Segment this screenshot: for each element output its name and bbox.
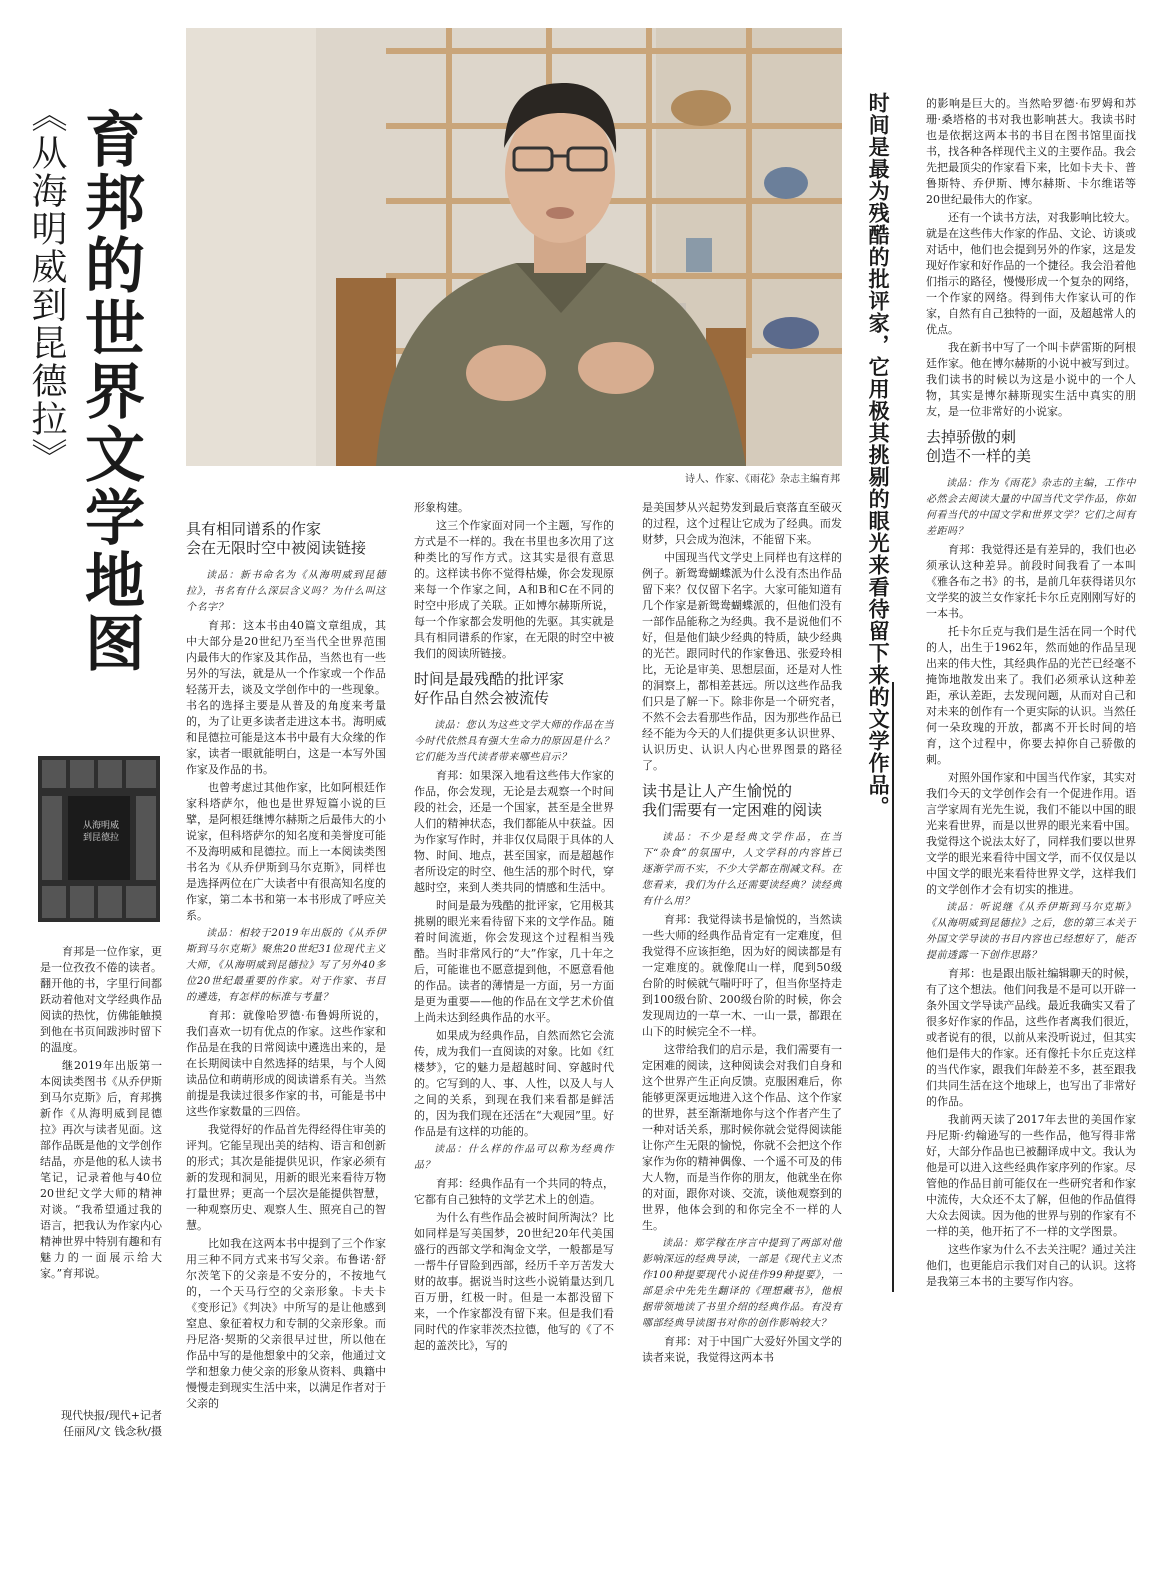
answer: 我觉得好的作品首先得经得住审美的评判。它能呈现出美的结构、语言和创新的形式；其次是能提供见识，作家必须有新的发现和洞见，用新的眼光来看待万物打量世界；更高一个层次是能提供智慧，一种观察历史、观察人生、照亮自己的智慧。	[186, 1123, 386, 1232]
section-heading-4: 去掉骄傲的刺 创造不一样的美	[926, 428, 1032, 465]
answer: 育邦：也是跟出版社编辑聊天的时候，有了这个想法。他们问我是不是可以开辟一条外国文学导读产品线。最近我确实又看了很多好作家的作品，这些作者离我们很近，或者说有的很，以前从来没听说过，但其实他们是伟大的作家。还有像托卡尔丘克这样的当代作家，跟我们年龄差不多，甚至跟我们共同生活在这个地球上，也写出了非常好的作品。	[926, 967, 1136, 1108]
photo-caption: 诗人、作家、《雨花》杂志主编育邦	[685, 474, 840, 485]
section-heading-2: 时间是最残酷的批评家 好作品自然会被流传	[414, 670, 565, 707]
intro-paragraph-2: 继2019年出版第一本阅读类图书《从乔伊斯到马尔克斯》后，育邦携新作《从海明威到昆德拉》再次与读者见面。这部作品既是他的文学创作结晶，亦是他的私人读书笔记，记录着他与40位20世纪文学大师的精神对谈。“我希望通过我的语言，把我认为作家内心精神世界中特别有趣和有魅力的一面展示给大家。”育邦说。	[40, 1059, 162, 1280]
article-column-2	[414, 500, 614, 1356]
byline-line-2: 任丽风/文 钱念秋/摄	[63, 1425, 162, 1438]
answer: 育邦：我觉得读书是愉悦的，当然读一些大师的经典作品肯定有一定难度，但我觉得不应该拒绝，因为好的阅读都是有一定难度的。就像爬山一样，爬到50级台阶的时候就气喘吁吁了，但当你坚持走到100级台阶、200级台阶的时候，你会发现周边的一草一木、一山一景，都跟在山下的时候完全不一样。	[642, 913, 842, 1038]
pull-quote-rule	[892, 682, 894, 1292]
answer: 这带给我们的启示是，我们需要有一定困难的阅读，这种阅读会对我们自身和这个世界产生正向反馈。克服困难后，你能够更深更远地进入这个作品、这个作家的世界，甚至渐渐地你与这个作者产生了一种对话关系，那时候你就会觉得阅读能让你产生无限的愉悦，你就不会把这个作家作为你的精神偶像、一个遥不可及的伟大人物，而是当作你的朋友，他就坐在你的对面，跟你对谈、交流，谈他观察到的世界，他体会到的和你完全不一样的人生。	[642, 1043, 842, 1232]
book-cover	[38, 756, 160, 922]
paragraph: 这三个作家面对同一个主题，写作的方式是不一样的。我在书里也多次用了这种类比的写作方式。这其实是很有意思的。这样读书你不觉得枯燥，你会发现原来每一个作家之间，A和B和C在不同的时空中形成了关联。正如博尔赫斯所说，每一个作家都会发明他的先驱。其实就是具有相同谱系的作家，在无限的时空中被我们的阅读所链接。	[414, 519, 614, 660]
question: 读品：听说继《从乔伊斯到马尔克斯》《从海明威到昆德拉》之后，您的第三本关于外国文学导读的书目内容也已经想好了，能否提前透露一下创作思路？	[926, 902, 1136, 961]
intro-column	[40, 944, 162, 1284]
answer: 育邦：这本书由40篇文章组成，其中大部分是20世纪乃至当代全世界范围内最伟大的作家及其作品，当然也有一些另外的写法，就是从一个作家或一个作品轻荡开去，谈及文学创作中的一些现象。书名的选择主要是从普及的角度来考量的，为了让更多读者走进这本书。海明威和昆德拉可能是这本书中最有大众缘的作家，读者一眼就能明白，这是一本写外国作家及作品的书。	[186, 619, 386, 776]
answer: 如果成为经典作品，自然而然它会流传，成为我们一直阅读的对象。比如《红楼梦》，它的魅力是超越时间、穿越时代的。它写到的人、事、人性，以及人与人之间的关系，到现在我们来看都是鲜活的，因为我们现在还活在“大观园”里。好作品是有这样的功能的。	[414, 1029, 614, 1138]
sub-title: 《从海明威到昆德拉》	[26, 96, 67, 476]
intro-paragraph: 育邦是一位作家，更是一位孜孜不倦的读者。翻开他的书，字里行间都跃动着他对文学经典作品阅读的热忱，仿佛能触摸到他在书页间跋涉时留下的温度。	[40, 945, 162, 1054]
answer: 育邦：我觉得还是有差异的，我们也必须承认这种差异。前段时间我看了一本叫《雅各布之书》的书，是前几年获得诺贝尔文学奖的波兰女作家托卡尔丘克刚刚写好的一本书。	[926, 543, 1136, 620]
byline-line-1: 现代快报/现代+记者	[61, 1409, 162, 1422]
main-title: 育邦的世界文学地图	[75, 108, 145, 675]
paragraph: 中国现当代文学史上同样也有这样的例子。新鸳鸯蝴蝶派为什么没有杰出作品留下来？仅仅留下名字。大家可能知道有几个作家是新鸳鸯蝴蝶派的，但他们没有一部作品能称之为经典。我不是说他们不好，但是他们缺少经典的特质，缺少经典的光芒。跟同时代的作家鲁迅、张爱玲相比，无论是审美、思想层面，还是对人性的洞察上，都相差甚远。所以这些作品我们只是了解一下。除非你是一个研究者，不然不会去看那些作品，因为那些作品已经不能为今天的人们提供更多认识世界、认识历史、认识人内心世界图景的路径了。	[642, 551, 842, 772]
answer: 托卡尔丘克与我们是生活在同一个时代的人，出生于1962年，然而她的作品呈现出来的伟大性，其经典作品的光芒已经毫不掩饰地散发出来了。我们必须承认这种差距，承认差距，去发现问题，从而对自己和对未来的创作有一个更实际的认识。当然任何一朵玫瑰的开放，都离不开长时间的培育，这个过程中，你要去掉你自己骄傲的刺。	[926, 625, 1136, 766]
portrait-illustration	[186, 28, 842, 466]
answer: 比如我在这两本书中提到了三个作家用三种不同方式来书写父亲。布鲁诺·舒尔茨笔下的父亲是不安分的，不按地气的，一个天马行空的父亲形象。卡夫卡《变形记》《判决》中所写的是让他感到窒息、象征着权力和专制的父亲形象。而丹尼洛·契斯的父亲很早过世，所以他在作品中写的是他想象中的父亲，他通过文学和想象力使父亲的形象从资料、典籍中慢慢走到现实生活中来，以满足作者对于父亲的	[186, 1237, 386, 1410]
answer: 为什么有些作品会被时间所淘汰？比如同样是写美国梦，20世纪20年代美国盛行的西部文学和淘金文学，一般都是写一帮牛仔冒险到西部，经历千辛万苦发大财的故事。据说当时这些小说销量达到几百万册，红极一时。但是一本都没留下来，一个作家都没有留下来。但是我们看同时代的作家菲茨杰拉德，他写的《了不起的盖茨比》，写的	[414, 1211, 614, 1352]
question: 读品：相较于2019年出版的《从乔伊斯到马尔克斯》聚焦20世纪31位现代主义大师，《从海明威到昆德拉》写了另外40多位20世纪最重要的作家。对于作家、书目的遴选，有怎样的标准与考量？	[186, 928, 386, 1003]
section-heading-1: 具有相同谱系的作家 会在无限时空中被阅读链接	[186, 520, 367, 557]
answer: 时间是最为残酷的批评家，它用极其挑剔的眼光来看待留下来的文学作品。随着时间流逝，你会发现这个过程相当残酷。当时非常风行的“大”作家，几十年之后，可能谁也不愿意提到他，不愿意看他的作品。读者的薄情是一方面，另一方面是更为重要——他的作品在文学艺术价值上尚未达到经典作品的水平。	[414, 899, 614, 1024]
answer: 我前两天读了2017年去世的美国作家丹尼斯·约翰逊写的一些作品，他写得非常好，大部分作品也已被翻译成中文。我认为他是可以进入这些经典作家序列的作家。尽管他的作品目前可能仅在一些研究者和作家中流传，大众还不太了解，但他的作品值得大众去阅读。因为他的世界与别的作家有不一样的美，他开拓了不一样的文学图景。	[926, 1113, 1136, 1238]
question: 读品：不少是经典文学作品，在当下“杂食”的氛围中，人文学科的内容皆已逐渐学而不实，不少大学都在削减文科。在您看来，我们为什么还需要读经典？读经典有什么用？	[642, 832, 842, 907]
paragraph: 的影响是巨大的。当然哈罗德·布罗姆和苏珊·桑塔格的书对我也影响甚大。我读书时也是依据这两本书的书目在图书馆里面找书，找各种各样现代主义的主要作品。我会先把最顶尖的作家看下来，比如卡夫卡、普鲁斯特、乔伊斯、博尔赫斯、卡尔维诺等20世纪最伟大的作家。	[926, 97, 1136, 206]
section-heading-3: 读书是让人产生愉悦的 我们需要有一定困难的阅读	[642, 782, 823, 819]
pull-quote: 时间是最为残酷的批评家，它用极其挑剔的眼光来看待留下来的文学作品。	[866, 92, 891, 818]
answer: 育邦：如果深入地看这些伟大作家的作品，你会发现，无论是去观察一个时间段的社会，还是一个国家，甚至是全世界人们的精神状态，我们都能从中获益。因为作家写作时，并非仅仅局限于具体的人物、时间、地点，甚至国家，而是超越作者所设定的时空、他生活的那个时代，穿越时空，来到人类共同的情感和生活中。	[414, 769, 614, 894]
answer: 育邦：经典作品有一个共同的特点，它都有自己独特的文学艺术上的创造。	[414, 1177, 614, 1206]
question: 读品：您认为这些文学大师的作品在当今时代依然具有强大生命力的原因是什么？它们能为当代读者带来哪些启示？	[414, 720, 614, 763]
portrait-photo	[186, 28, 842, 466]
answer: 育邦：对于中国广大爱好外国文学的读者来说，我觉得这两本书	[642, 1335, 842, 1364]
paragraph: 是美国梦从兴起势发到最后衰落直至破灭的过程，这个过程让它成为了经典。而发财梦，只会成为泡沫，不能留下来。	[642, 501, 842, 546]
article-column-4	[926, 96, 1136, 1292]
answer: 这些作家为什么不去关注呢？通过关注他们，也更能启示我们对自己的认识。这将是我第三本书的主要写作内容。	[926, 1243, 1136, 1288]
answer: 也曾考虑过其他作家，比如阿根廷作家科塔萨尔，他也是世界短篇小说的巨擘，是阿根廷继博尔赫斯之后最伟大的小说家，但科塔萨尔的知名度和美誉度可能不及海明威和昆德拉。而上一本阅读类图书名为《从乔伊斯到马尔克斯》，同样也是选择两位在广大读者中有很高知名度的作家，第二本书和第一本书形成了呼应关系。	[186, 781, 386, 922]
paragraph: 还有一个读书方法，对我影响比较大。就是在这些伟大作家的作品、文论、访谈或对话中，他们也会提到另外的作家，这是发现好作家和好作品的一个捷径。我会沿着他们指示的路径，慢慢形成一个复杂的网络，一个作家的网络。得到伟大作家认可的作家，自然有自己独特的一面，及超越常人的优点。	[926, 211, 1136, 336]
question: 读品：作为《雨花》杂志的主编，工作中必然会去阅读大量的中国当代文学作品，你如何看当代的中国文学和世界文学？它们之间有差距吗？	[926, 478, 1136, 537]
question: 读品：郑学稼在序言中提到了两部对他影响深远的经典导读，一部是《现代主义杰作100种提要现代小说佳作99种提要》，一部是余中先先生翻译的《理想藏书》，他根据带领地读了书里介绍的经典作品。有没有哪部经典导读图书对你的创作影响较大？	[642, 1238, 842, 1329]
book-cover-title: 从海明威 到昆德拉	[82, 821, 119, 843]
article-column-1	[186, 512, 386, 1414]
answer: 育邦：就像哈罗德·布鲁姆所说的，我们喜欢一切有优点的作家。这些作家和作品是在我的日常阅读中遴选出来的，是在长期阅读中自然选择的结果，与个人阅读品位和萌萌形成的阅读谱系有关。当然前提是我读过很多作家的书，可能是书中这些作家数量的三四倍。	[186, 1009, 386, 1118]
article-column-3	[642, 500, 842, 1368]
byline	[40, 1408, 162, 1440]
paragraph: 我在新书中写了一个叫卡萨雷斯的阿根廷作家。他在博尔赫斯的小说中被写到过。我们读书的时候以为这是小说中的一个人物，其实是博尔赫斯现实生活中真实的朋友，是一位非常好的小说家。	[926, 341, 1136, 418]
paragraph: 形象构建。	[414, 501, 469, 514]
question: 读品：新书命名为《从海明威到昆德拉》，书名有什么深层含义吗？为什么叫这个名字？	[186, 570, 386, 613]
question: 读品：什么样的作品可以称为经典作品？	[414, 1144, 614, 1171]
answer: 对照外国作家和中国当代作家，其实对我们今天的文学创作会有一个促进作用。语言学家周有光先生说，我们不能以中国的眼光来看世界，而是以世界的眼光来看中国。我觉得这个说法太好了，同样我们要以世界文学的眼光来看待中国文学，而不仅仅是以中国文学的眼光来看待世界文学，这样我们的文学创作才会有切实的推进。	[926, 771, 1136, 896]
